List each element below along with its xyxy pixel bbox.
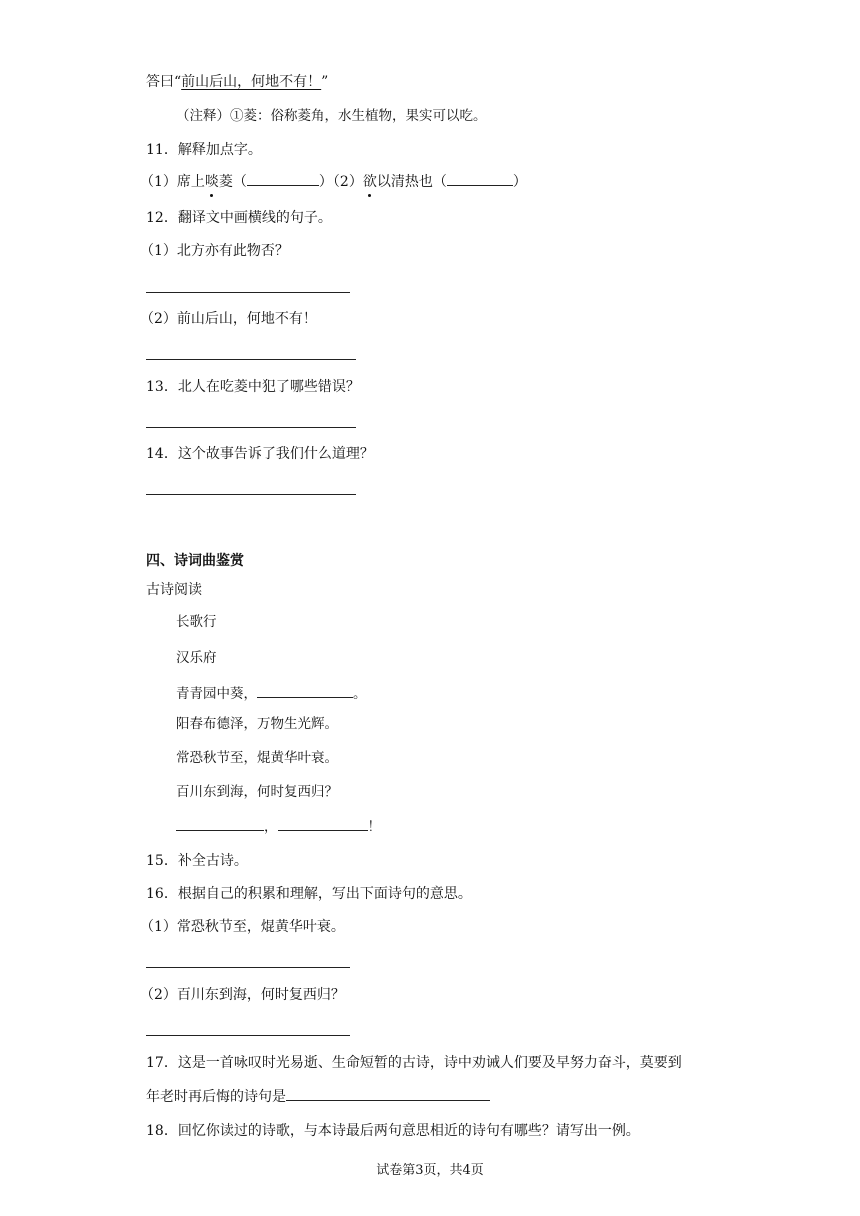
q11-p2-paren-open: 以清热也（ xyxy=(376,174,447,190)
q16-s2: （2）百川东到海，何时复西归？ xyxy=(140,987,345,1003)
q11-p2-blank[interactable] xyxy=(447,171,513,186)
q15-title: 15．补全古诗。 xyxy=(146,853,248,869)
poem-line-5 xyxy=(176,816,381,837)
q17-answer-blank[interactable] xyxy=(286,1086,490,1101)
q12-s1: （1）北方亦有此物否？ xyxy=(140,243,289,259)
q13-title: 13．北人在吃菱中犯了哪些错误？ xyxy=(146,379,360,395)
q16-s2-answer-line[interactable] xyxy=(146,1035,350,1036)
q16-s1-answer-line[interactable] xyxy=(146,967,350,968)
poem-line-1-text: 青青园中葵， xyxy=(176,686,257,702)
q11-p2-label: （2） xyxy=(332,174,363,190)
q17-line-2-text: 年老时再后悔的诗句是 xyxy=(146,1089,286,1105)
q17-line-1: 17．这是一首咏叹时光易逝、生命短暂的古诗，诗中劝诫人们要及早努力奋斗，莫要到 xyxy=(146,1055,682,1071)
passage-answer-line xyxy=(146,72,328,92)
section-subheading: 古诗阅读 xyxy=(146,582,202,598)
q12-s2-answer-line[interactable] xyxy=(146,359,356,360)
poem-line-3: 常恐秋节至，焜黄华叶衰。 xyxy=(176,750,338,766)
q12-s1-answer-line[interactable] xyxy=(146,292,350,293)
poem-title: 长歌行 xyxy=(176,614,217,630)
poem-line-1 xyxy=(176,683,367,704)
poem-author: 汉乐府 xyxy=(176,650,217,666)
q11-title: 11．解释加点字。 xyxy=(146,142,262,158)
q11-p1-paren-close: ） xyxy=(318,174,333,190)
q14-answer-line[interactable] xyxy=(146,494,356,495)
poem-line-5-end: ！ xyxy=(367,819,381,835)
poem-line-5-comma: ， xyxy=(264,819,278,835)
answer-suffix: ” xyxy=(321,74,329,90)
q11-p1-paren-open: 菱（ xyxy=(218,174,247,190)
poem-line-1-blank[interactable] xyxy=(257,683,353,698)
section-heading: 四、诗词曲鉴赏 xyxy=(146,553,244,569)
q11-p2-dotted-char: 欲 xyxy=(362,174,377,190)
passage-note: （注释）①菱：俗称菱角，水生植物，果实可以吃。 xyxy=(176,108,487,124)
page-footer: 试卷第3页，共4页 xyxy=(376,1163,484,1178)
answer-prefix: 答曰“ xyxy=(146,74,182,90)
q11-p2-paren-close: ） xyxy=(512,174,527,190)
poem-line-5-blank-1[interactable] xyxy=(176,816,264,831)
q17-line-2 xyxy=(146,1086,490,1107)
q11-p1-label: （1）席上 xyxy=(140,174,205,190)
q11-p1-blank[interactable] xyxy=(247,171,319,186)
q14-title: 14．这个故事告诉了我们什么道理？ xyxy=(146,446,374,462)
poem-line-2: 阳春布德泽，万物生光辉。 xyxy=(176,716,338,732)
answer-underlined-sentence: 前山后山，何地不有！ xyxy=(181,74,322,90)
q12-title: 12．翻译文中画横线的句子。 xyxy=(146,210,332,226)
q16-title: 16．根据自己的积累和理解，写出下面诗句的意思。 xyxy=(146,886,472,902)
q16-s1: （1）常恐秋节至，焜黄华叶衰。 xyxy=(140,919,345,935)
poem-line-5-blank-2[interactable] xyxy=(278,816,368,831)
poem-line-1-end: 。 xyxy=(353,686,367,702)
q11-p1-dotted-char: 啖 xyxy=(204,174,219,190)
q11-parts xyxy=(140,171,527,192)
q18-title: 18．回忆你读过的诗歌，与本诗最后两句意思相近的诗句有哪些？请写出一例。 xyxy=(146,1123,640,1139)
q13-answer-line[interactable] xyxy=(146,427,356,428)
q12-s2: （2）前山后山，何地不有！ xyxy=(140,311,317,327)
poem-line-4: 百川东到海，何时复西归？ xyxy=(176,784,338,800)
